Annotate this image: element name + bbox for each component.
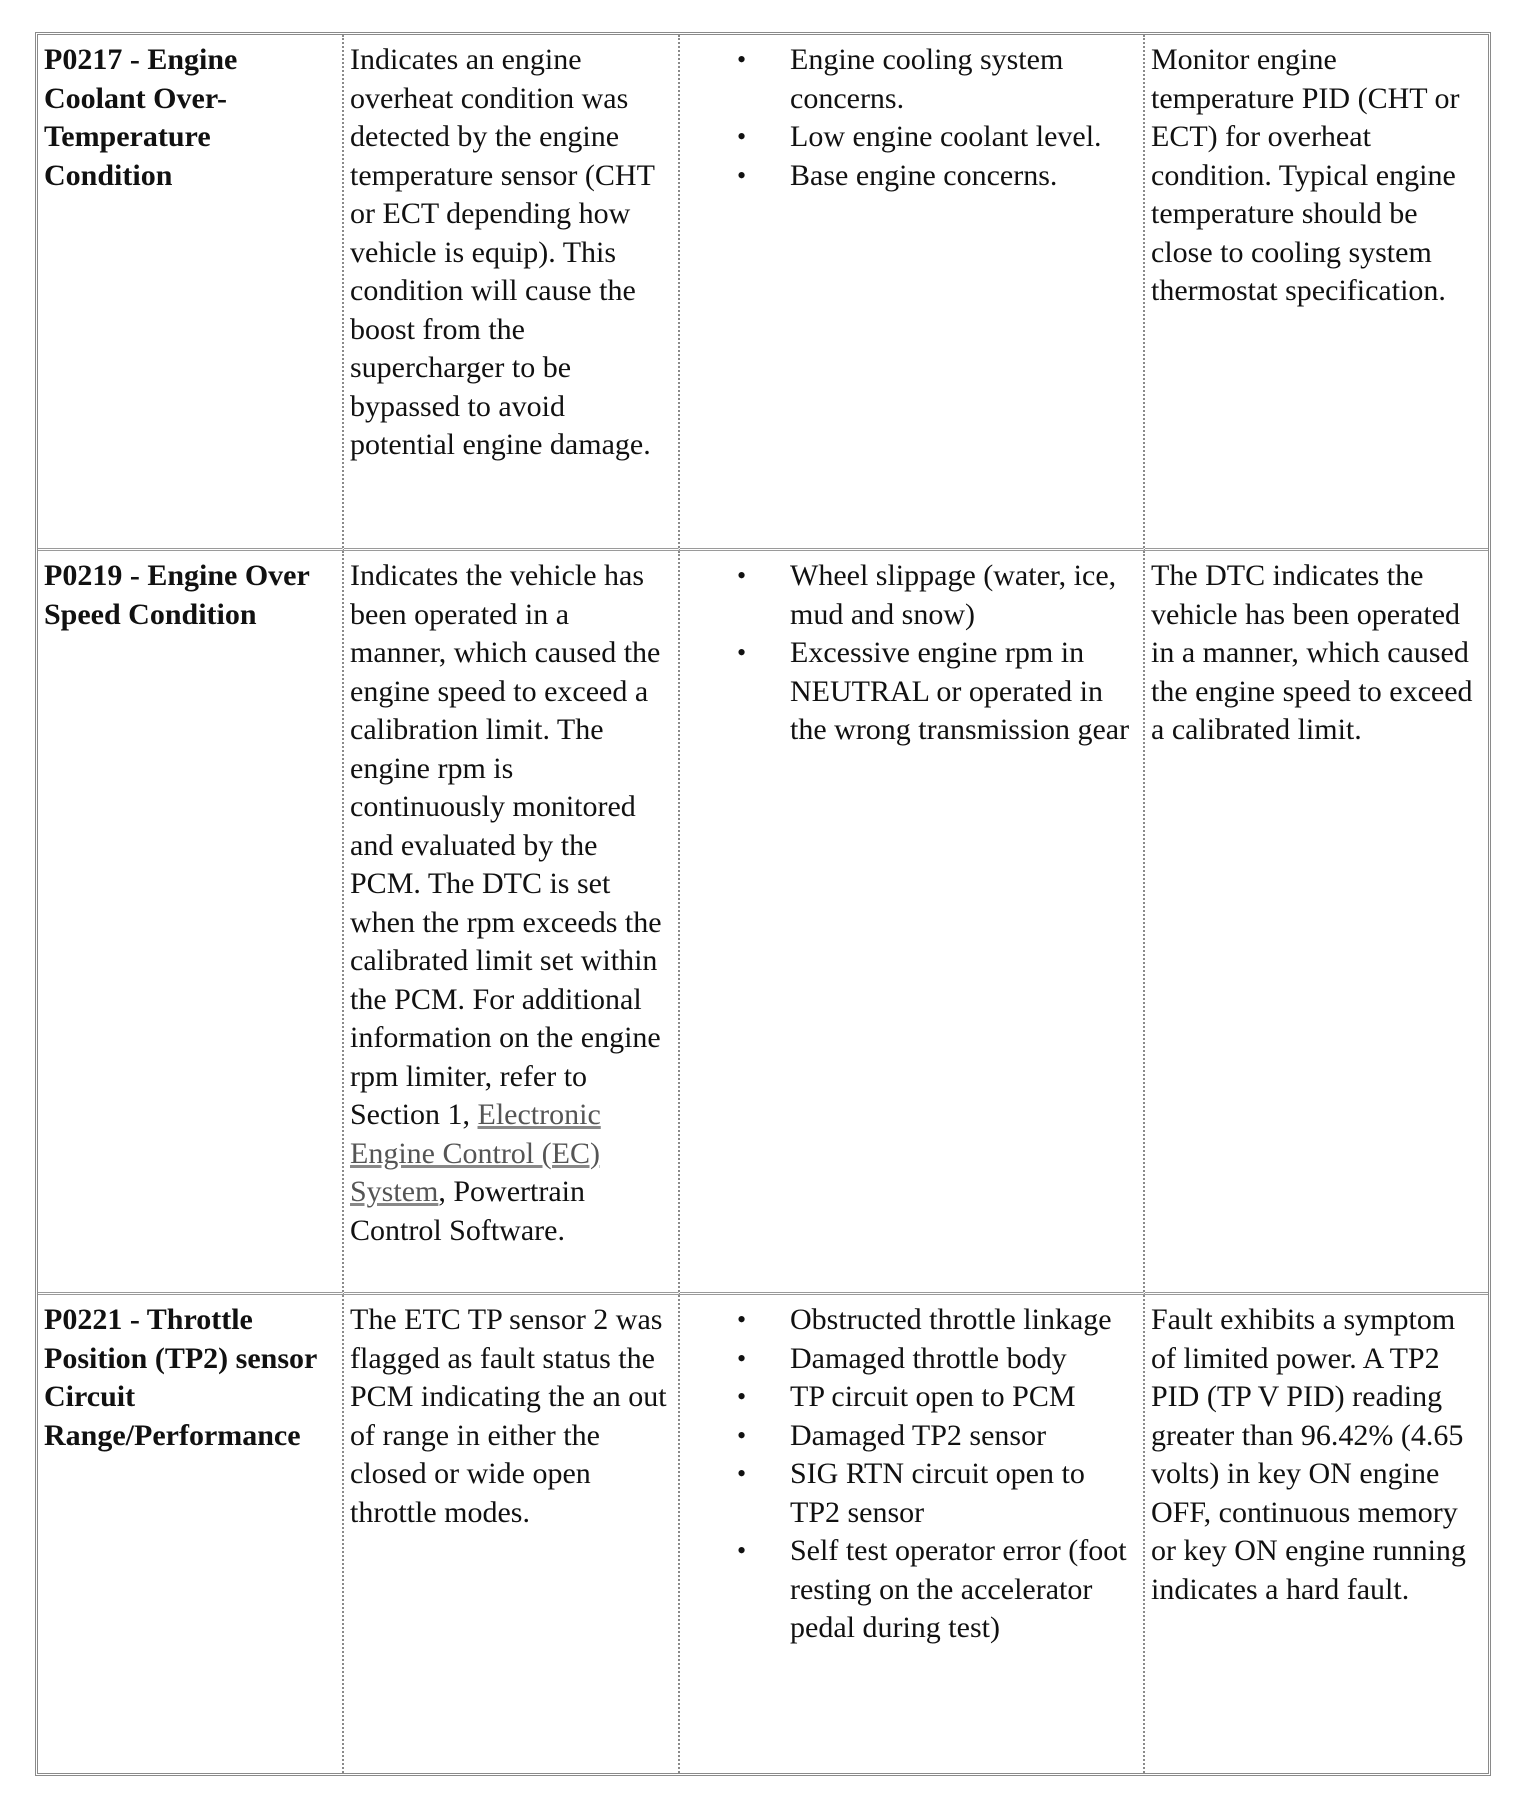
description-text: The ETC TP sensor 2 was flagged as fault status the PCM indicating the an out of range in either the closed or wide open throttle modes.	[350, 1303, 667, 1529]
list-item: • Damaged throttle body	[790, 1340, 1137, 1379]
list-item: • Excessive engine rpm in NEUTRAL or operated in the wrong transmission gear	[790, 634, 1137, 750]
description-text: Indicates an engine overheat condition was detected by the engine temperature sensor (CHT or ECT depending how vehicle is equip). This condition will cause the boost from the supercharger to be bypassed to avoid potential engine damage.	[350, 43, 655, 461]
action-text: Fault exhibits a symptom of limited power. A TP2 PID (TP V PID) reading greater than 96.42% (4.65 volts) in key ON engine OFF, continuous memory or key ON engine running indicates a hard fault.	[1151, 1303, 1466, 1606]
causes-cell	[680, 551, 1145, 1295]
action-cell	[1145, 1295, 1488, 1773]
description-text-tail: , Powertrain Control Software.	[350, 1175, 585, 1247]
description-cell	[344, 35, 680, 551]
description-cell	[344, 551, 680, 1295]
action-text: The DTC indicates the vehicle has been operated in a manner, which caused the engine speed to exceed a calibrated limit.	[1151, 559, 1473, 746]
description-cell	[344, 1295, 680, 1773]
list-item: • Obstructed throttle linkage	[790, 1301, 1137, 1340]
list-item: • Base engine concerns.	[790, 157, 1137, 196]
causes-list	[686, 1301, 1137, 1648]
list-item: • Self test operator error (foot resting on the accelerator pedal during test)	[790, 1532, 1137, 1648]
document-page	[35, 32, 1491, 1776]
causes-cell	[680, 1295, 1145, 1773]
action-cell	[1145, 551, 1488, 1295]
list-item: • TP circuit open to PCM	[790, 1378, 1137, 1417]
dtc-code: P0221 - Throttle Position (TP2) sensor Circuit Range/Performance	[44, 1303, 317, 1452]
table-row	[38, 35, 1488, 551]
list-item: • Low engine coolant level.	[790, 118, 1137, 157]
causes-list	[686, 41, 1137, 195]
dtc-code: P0219 - Engine Over Speed Condition	[44, 559, 310, 631]
list-item: • Damaged TP2 sensor	[790, 1417, 1137, 1456]
list-item: • Engine cooling system concerns.	[790, 41, 1137, 118]
table-row	[38, 1295, 1488, 1773]
list-item: • SIG RTN circuit open to TP2 sensor	[790, 1455, 1137, 1532]
causes-cell	[680, 35, 1145, 551]
dtc-code-cell	[38, 1295, 344, 1773]
description-text: Indicates the vehicle has been operated in a manner, which caused the engine speed to exceed a calibration limit. The engine rpm is continuously monitored and evaluated by the PCM. The DTC is set when the rpm exceeds the calibrated limit set within the PCM. For additional information on the engine rpm limiter, refer to Section 1,	[350, 559, 662, 1131]
dtc-code-cell	[38, 35, 344, 551]
dtc-code: P0217 - Engine Coolant Over-Temperature Condition	[44, 43, 238, 192]
list-item: • Wheel slippage (water, ice, mud and snow)	[790, 557, 1137, 634]
dtc-table	[35, 32, 1491, 1776]
action-text: Monitor engine temperature PID (CHT or ECT) for overheat condition. Typical engine temperature should be close to cooling system thermostat specification.	[1151, 43, 1460, 307]
ec-system-link[interactable]: Electronic Engine Control (EC) System	[350, 1098, 601, 1208]
causes-list	[686, 557, 1137, 750]
dtc-code-cell	[38, 551, 344, 1295]
action-cell	[1145, 35, 1488, 551]
table-row	[38, 551, 1488, 1295]
